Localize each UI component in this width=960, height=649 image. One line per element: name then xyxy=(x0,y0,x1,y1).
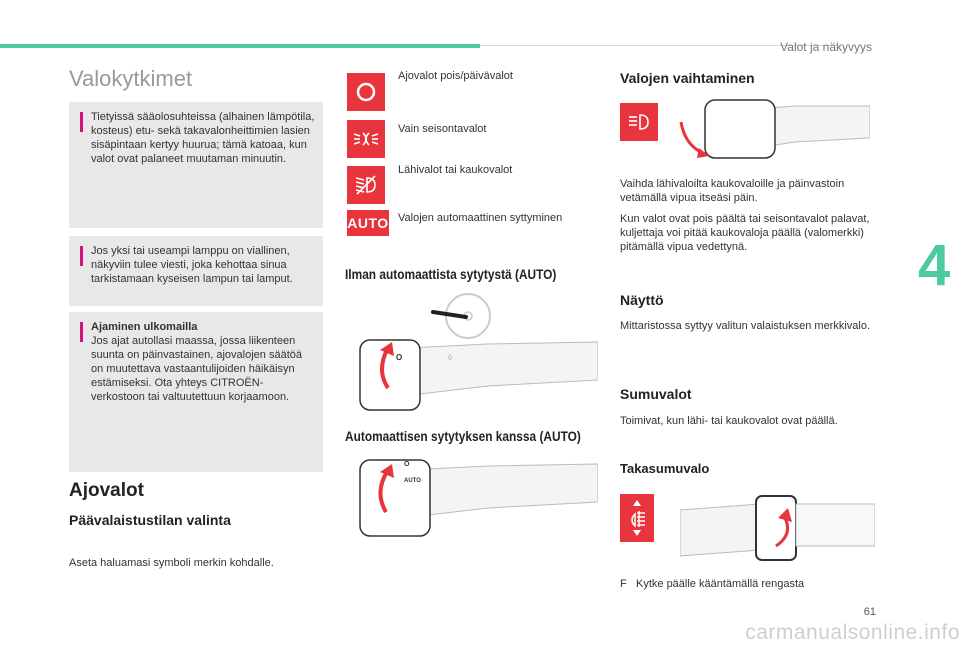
chapter-number: 4 xyxy=(918,233,951,298)
note-marker xyxy=(80,322,83,342)
stalk-auto-label: AUTO xyxy=(404,478,421,484)
rear-fog-text: Kytke päälle kääntämällä rengasta xyxy=(636,578,805,590)
stalk-illustration-auto xyxy=(348,452,598,542)
page-number: 61 xyxy=(863,606,876,618)
note-text: Jos ajat autollasi maassa, jossa liikenteen suunta on päinvastainen, ajovalojen säätöä on muutettava vastaantulijoiden häikäisyn estämiseksi. Ota yhteys CITROËN-verkostoon tai valtuutettuun korjaamoon. xyxy=(91,335,302,403)
switch-paragraph-1: Vaihda lähivaloilta kaukovaloille ja päinvastoin vetämällä vipua itseäsi päin. xyxy=(620,178,845,204)
top-accent-bar xyxy=(0,44,480,48)
stalk-illustration-rear-fog xyxy=(680,490,875,565)
running-head: Valot ja näkyvyys xyxy=(780,40,872,54)
note-text: Tietyissä sääolosuhteissa (alhainen lämpötila, kosteus) etu- sekä takavalonheittimien lasien sisäpintaan kertyy huurua; tämä katoaa, kun valot ovat palaneet muutaman minuutin. xyxy=(91,111,315,165)
auto-icon-text: AUTO xyxy=(347,215,389,231)
bullet-marker: F xyxy=(620,578,627,590)
heading-display: Näyttö xyxy=(620,292,664,308)
note-frost xyxy=(69,102,323,228)
lights-off-circle-icon xyxy=(347,73,385,111)
sidelights-icon xyxy=(347,120,385,158)
watermark: carmanualsonline.info xyxy=(745,621,960,644)
note-text: Jos yksi tai useampi lamppu on viallinen, näkyviin tulee viesti, joka kehottaa sinua tarkistamaan kyseisen lampun tai lamput. xyxy=(91,245,293,285)
instruction-text: Aseta haluamasi symboli merkin kohdalle. xyxy=(69,557,274,569)
legend-label: Vain seisontavalot xyxy=(398,123,487,135)
rear-fog-icon xyxy=(620,494,654,542)
note-title: Ajaminen ulkomailla xyxy=(91,321,198,333)
heading-auto: Automaattisen sytytyksen kanssa (AUTO) xyxy=(345,428,581,444)
stalk-illustration-manual xyxy=(348,290,598,420)
note-marker xyxy=(80,112,83,132)
heading-no-auto: Ilman automaattista sytytystä (AUTO) xyxy=(345,266,557,282)
section-title: Ajovalot xyxy=(69,480,144,501)
note-marker xyxy=(80,246,83,266)
legend-label: Lähivalot tai kaukovalot xyxy=(398,164,513,176)
svg-text:◊: ◊ xyxy=(448,353,452,362)
dipped-main-beam-icon xyxy=(347,166,385,204)
heading-switch: Valojen vaihtaminen xyxy=(620,70,755,86)
fog-paragraph: Toimivat, kun lähi- tai kaukovalot ovat päällä. xyxy=(620,415,838,427)
legend-label: Ajovalot pois/päivävalot xyxy=(398,70,513,82)
stalk-illustration-switch xyxy=(675,92,870,162)
note-bulb xyxy=(69,236,323,306)
heading-fog: Sumuvalot xyxy=(620,386,692,402)
main-beam-icon xyxy=(620,103,658,141)
note-abroad xyxy=(69,312,323,472)
stalk-o-label: O xyxy=(404,461,410,468)
legend-label: Valojen automaattinen syttyminen xyxy=(398,212,563,224)
switch-paragraph-2: Kun valot ovat pois päältä tai seisontavalot palavat, kuljettaja voi pitää kaukovaloja päällä (valomerkki) pitämällä vipua vedettynä. xyxy=(620,213,870,253)
rear-fog-instruction xyxy=(620,577,804,591)
display-paragraph: Mittaristossa syttyy valitun valaistuksen merkkivalo. xyxy=(620,320,871,332)
heading-rear-fog: Takasumuvalo xyxy=(620,461,710,476)
stalk-o-label: O xyxy=(396,353,403,362)
subsection-title: Päävalaistustilan valinta xyxy=(69,512,231,528)
page-title: Valokytkimet xyxy=(69,66,193,91)
auto-lighting-icon xyxy=(347,210,389,236)
